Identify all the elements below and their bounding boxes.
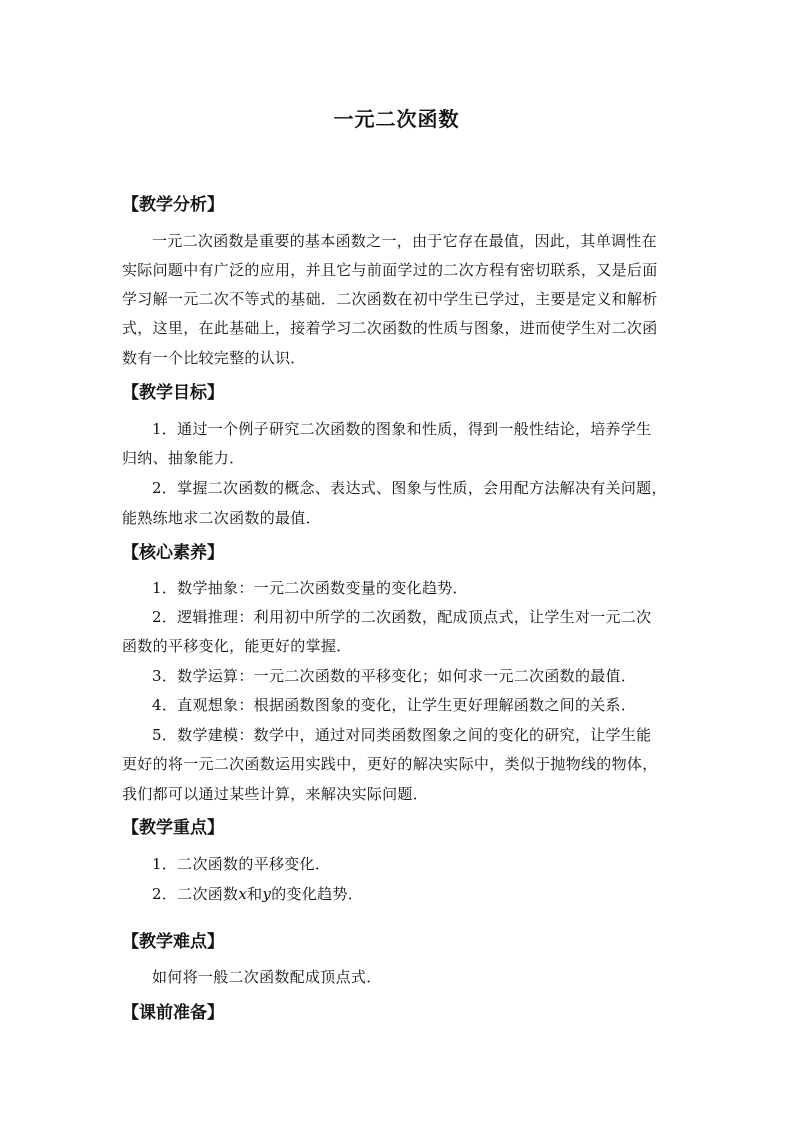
heading-teaching-analysis: 【教学分析】 [122,195,224,215]
key-point-text: 的变化趋势． [271,885,364,903]
key-point-text: 2．二次函数 [152,885,239,903]
literacy-line: 函数的平移变化，能更好的掌握． [122,637,352,655]
literacy-line: 1．数学抽象：一元二次函数变量的变化趋势． [152,579,468,597]
key-point-line [152,883,363,904]
analysis-line: 学习解一元二次不等式的基础．二次函数在初中学生已学过，主要是定义和解析 [122,290,658,308]
analysis-line: 式，这里，在此基础上，接着学习二次函数的性质与图象，进而使学生对二次函 [122,319,658,337]
goal-line: 1．通过一个例子研究二次函数的图象和性质，得到一般性结论，培养学生 [152,420,652,438]
heading-preparation: 【课前准备】 [122,1003,224,1023]
goal-line: 2．掌握二次函数的概念、表达式、图象与性质，会用配方法解决有关问题， [152,479,667,497]
variable-y: y [262,885,272,903]
analysis-line: 数有一个比较完整的认识． [122,349,306,367]
analysis-line: 一元二次函数是重要的基本函数之一，由于它存在最值，因此，其单调性在 [152,232,657,250]
literacy-line: 我们都可以通过某些计算，来解决实际问题． [122,785,429,803]
variable-x: x [238,885,248,903]
page-title: 一元二次函数 [333,107,460,131]
goal-line: 能熟练地求二次函数的最值． [122,509,321,527]
literacy-line: 5．数学建模：数学中，通过对同类函数图象之间的变化的研究，让学生能 [152,726,652,744]
key-point-line: 1．二次函数的平移变化． [152,855,331,873]
heading-core-literacy: 【核心素养】 [122,543,224,563]
literacy-line: 更好的将一元二次函数运用实践中，更好的解决实际中，类似于抛物线的物体， [122,755,658,773]
heading-difficulties: 【教学难点】 [122,932,224,952]
heading-teaching-goals: 【教学目标】 [122,383,224,403]
analysis-line: 实际问题中有广泛的应用，并且它与前面学过的二次方程有密切联系，又是后面 [122,261,658,279]
literacy-line: 3．数学运算：一元二次函数的平移变化；如何求一元二次函数的最值． [152,667,637,685]
goal-line: 归纳、抽象能力． [122,449,245,467]
literacy-line: 2．逻辑推理：利用初中所学的二次函数，配成顶点式，让学生对一元二次 [152,608,652,626]
literacy-line: 4．直观想象：根据函数图象的变化，让学生更好理解函数之间的关系． [152,696,637,714]
key-point-text: 和 [247,885,263,903]
heading-key-points: 【教学重点】 [122,818,224,838]
difficulty-line: 如何将一般二次函数配成顶点式． [152,968,382,986]
